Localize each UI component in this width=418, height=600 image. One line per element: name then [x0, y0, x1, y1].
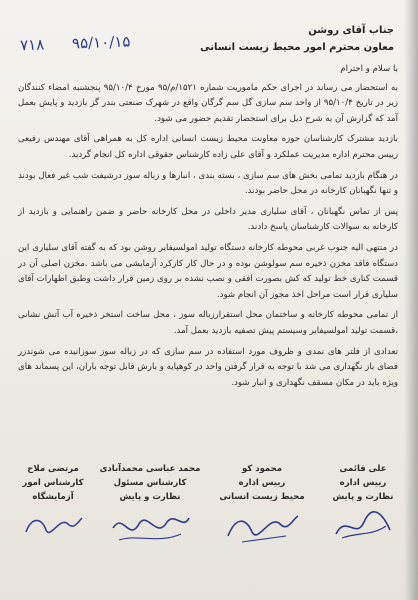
handwritten-signature: [222, 506, 302, 550]
paragraph-3: در هنگام بازدید تمامی بخش های سم سازی ، بسته بندی ، انبارها و زباله سوز درشیفت شب غیر فعال بودند و تنها نگهبانان کارخانه در محل حاضر بودند.: [18, 170, 398, 197]
handwritten-signature: [18, 506, 88, 546]
signer-department: نظارت و پایش: [119, 492, 181, 502]
handwritten-signature: [328, 506, 398, 546]
reference-date: ۹۵/۱۰/۱۵: [71, 32, 131, 53]
signature-block-3: [98, 462, 202, 550]
signature-row: [14, 462, 404, 592]
signer-name: محمود کو: [241, 464, 282, 474]
signature-block-2: [212, 462, 312, 550]
addressee-title: معاون محترم امور محیط زیست انسانی: [200, 42, 394, 53]
paragraph-1: به استحضار می رساند در اجرای حکم ماموریت شماره ۱۵۲۱/م/۹۵ مورخ ۹۵/۱۰/۴ پنجشنبه امضاء کنندگان زیر در تاریخ ۹۵/۱۰/۴ از واحد سم سازی گل سم گرگان واقع در شهرک صنعتی بندر گز بازدید و پایش بعمل آمد که گزارش آن به شرح ذیل برای استحضار تقدیم حضور می شود.: [18, 82, 398, 124]
handwritten-reference: [20, 32, 153, 55]
signer-name: مرتضی ملاح: [27, 464, 79, 474]
signer-title: رییس اداره: [238, 478, 286, 488]
page-shadow: [404, 0, 418, 600]
paragraph-4: پس از تماس نگهبانان ، آقای سلیاری مدیر داخلی در محل کارخانه حاضر و ضمن راهنمایی و بازدید از کارخانه به سوالات کارشناسان پاسخ دادند.: [18, 206, 398, 233]
reference-number: ۷۱۸: [19, 35, 45, 55]
signer-name: محمد عباسی محمدآبادی: [99, 464, 201, 474]
signer-name: علی قائمی: [339, 464, 387, 474]
handwritten-signature: [107, 506, 193, 550]
signer-title: کارشناس مسئول: [113, 478, 187, 488]
addressee-block: [194, 22, 394, 56]
paragraph-6: از تمامی محوطه کارخانه و ساختمان محل استقرارزباله سوز ، محل ساخت استخر ذخیره آب آتش نشانی ،قسمت تولید امولسیفایر وسیستم پیش تصفیه بازدید بعمل آمد.: [18, 310, 398, 336]
signer-title: رییس اداره: [339, 478, 387, 488]
letter-body: [18, 62, 398, 396]
signer-department: نظارت و پایش: [332, 492, 394, 502]
signature-block-1: [322, 462, 404, 546]
paragraph-7: تعدادی از فلتر های نمدی و ظروف مورد استفاده در سم سازی که در زباله سوز سوزانیده می شوندزر فضای باز نگهداری می شد با توجه به قرار گرفتن واحد در کوهپایه و بارش قابل توجه باران، این پسماند های ویژه باید در مکان مسقف نگهداری و انبار شود.: [18, 346, 398, 388]
signer-title: کارشناس امور آزمایشگاه: [22, 478, 84, 502]
paragraph-5: در منتهی الیه جنوب غربی محوطه کارخانه دستگاه تولید امولسیفایر روشن بود که به گفته آقای سلیاری این دستگاه فاقد مخزن ذخیره سم سولوشن بوده و در حال کار کارکرد آزمایشی می باشد .مخزن اصلی آن در قسمت کناری خط تولید که کش بصورت افقی و نصب نشده بر روی زمین قرار داشت وطبق اظهارات آقای سلیاری قرار است مراحل اخذ مجوز آن انجام شود.: [18, 242, 398, 300]
greeting: با سلام و احترام: [340, 64, 398, 74]
addressee-name: جناب آقای روشن: [308, 25, 394, 36]
signature-block-4: [14, 462, 92, 546]
paragraph-2: بازدید مشترک کارشناسان حوزه معاونت محیط زیست انسانی اداره کل به همراهی آقای مهندس رفیعی رییس محترم اداره مدیریت عملکرد و آقای علی زاده کارشناس حقوقی اداره کل انجام گردید.: [18, 134, 398, 160]
signer-department: محیط زیست انسانی: [219, 492, 305, 502]
